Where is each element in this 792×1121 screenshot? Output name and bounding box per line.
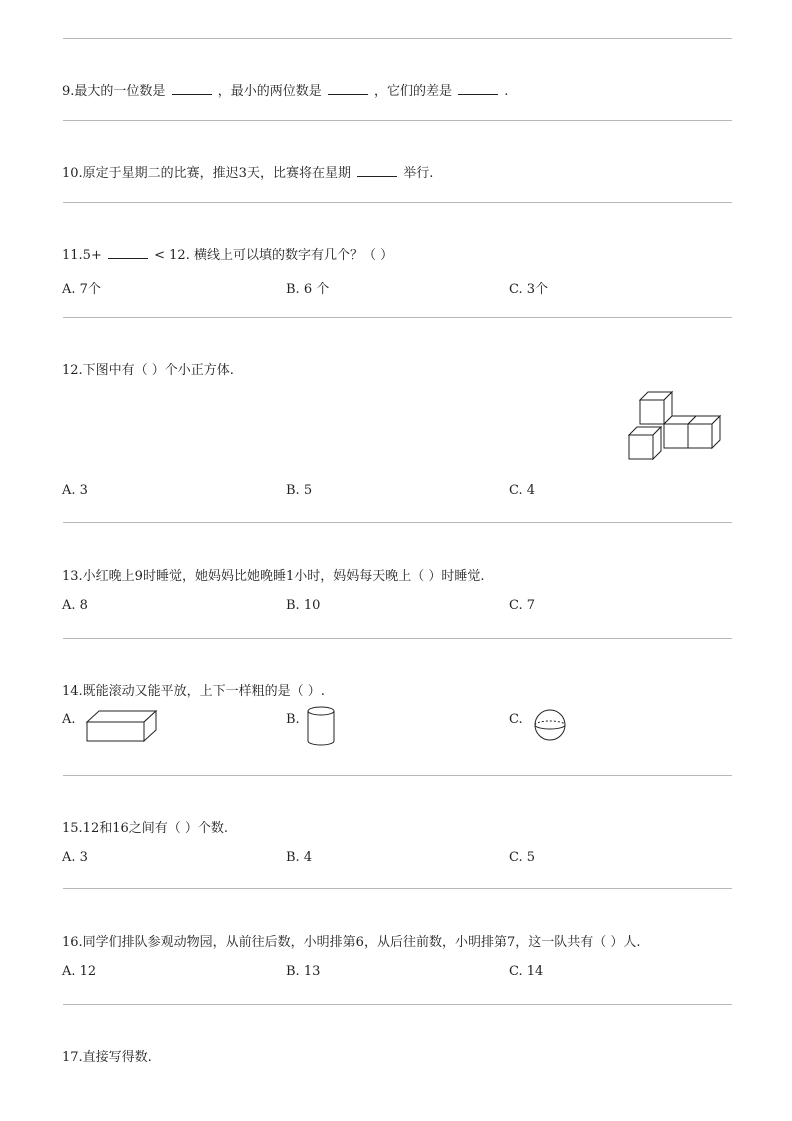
option-c[interactable]: C. 4 — [509, 483, 536, 498]
answer-blank[interactable] — [458, 83, 498, 95]
option-a[interactable]: A. 12 — [62, 964, 97, 979]
question-10 — [62, 162, 433, 181]
divider — [63, 38, 732, 39]
option-c[interactable]: C. — [509, 712, 523, 727]
divider — [63, 1004, 732, 1005]
stacked-cubes-figure-icon — [628, 390, 728, 462]
question-text: 举行. — [403, 166, 434, 181]
option-c[interactable]: C. 7 — [509, 598, 536, 613]
cuboid-icon — [86, 710, 158, 742]
question-11 — [62, 244, 393, 263]
divider — [63, 638, 732, 639]
answer-blank[interactable] — [108, 247, 148, 259]
question-text: . — [504, 84, 509, 99]
question-15: 15.12和16之间有（ ）个数. — [62, 821, 229, 836]
option-b[interactable]: B. 10 — [286, 598, 321, 613]
option-c[interactable]: C. 14 — [509, 964, 544, 979]
question-16: 16.同学们排队参观动物园，从前往后数，小明排第6，从后往前数，小明排第7，这一队共有（ ）人. — [62, 935, 641, 950]
option-b[interactable]: B. 4 — [286, 850, 313, 865]
divider — [63, 202, 732, 203]
question-14: 14.既能滚动又能平放，上下一样粗的是（ ）. — [62, 684, 325, 699]
question-12: 12.下图中有（ ）个小正方体. — [62, 363, 234, 378]
divider — [63, 317, 732, 318]
question-text: 10.原定于星期二的比赛，推迟3天，比赛将在星期 — [62, 166, 351, 181]
question-text: < 12. 横线上可以填的数字有几个？（ ） — [154, 248, 394, 263]
divider — [63, 775, 732, 776]
question-17: 17.直接写得数. — [62, 1050, 152, 1065]
option-b[interactable]: B. 13 — [286, 964, 321, 979]
option-a[interactable]: A. 7个 — [62, 282, 101, 297]
answer-blank[interactable] — [328, 83, 368, 95]
question-text: ，它们的差是 — [373, 84, 452, 99]
answer-blank[interactable] — [172, 83, 212, 95]
question-9 — [62, 80, 508, 99]
divider — [63, 888, 732, 889]
divider — [63, 522, 732, 523]
option-a[interactable]: A. 8 — [62, 598, 88, 613]
question-text: 11.5+ — [62, 248, 102, 263]
option-a[interactable]: A. — [62, 712, 76, 727]
question-text: ，最小的两位数是 — [217, 84, 322, 99]
question-13: 13.小红晚上9时睡觉，她妈妈比她晚睡1小时，妈妈每天晚上（ ）时睡觉. — [62, 569, 485, 584]
sphere-icon — [532, 709, 568, 741]
option-c[interactable]: C. 5 — [509, 850, 536, 865]
option-b[interactable]: B. 6 个 — [286, 282, 330, 297]
option-a[interactable]: A. 3 — [62, 850, 88, 865]
question-text: 9.最大的一位数是 — [62, 84, 166, 99]
divider — [63, 120, 732, 121]
option-b[interactable]: B. 5 — [286, 483, 313, 498]
option-c[interactable]: C. 3个 — [509, 282, 549, 297]
option-a[interactable]: A. 3 — [62, 483, 88, 498]
cylinder-icon — [307, 706, 335, 746]
answer-blank[interactable] — [357, 165, 397, 177]
option-b[interactable]: B. — [286, 712, 300, 727]
